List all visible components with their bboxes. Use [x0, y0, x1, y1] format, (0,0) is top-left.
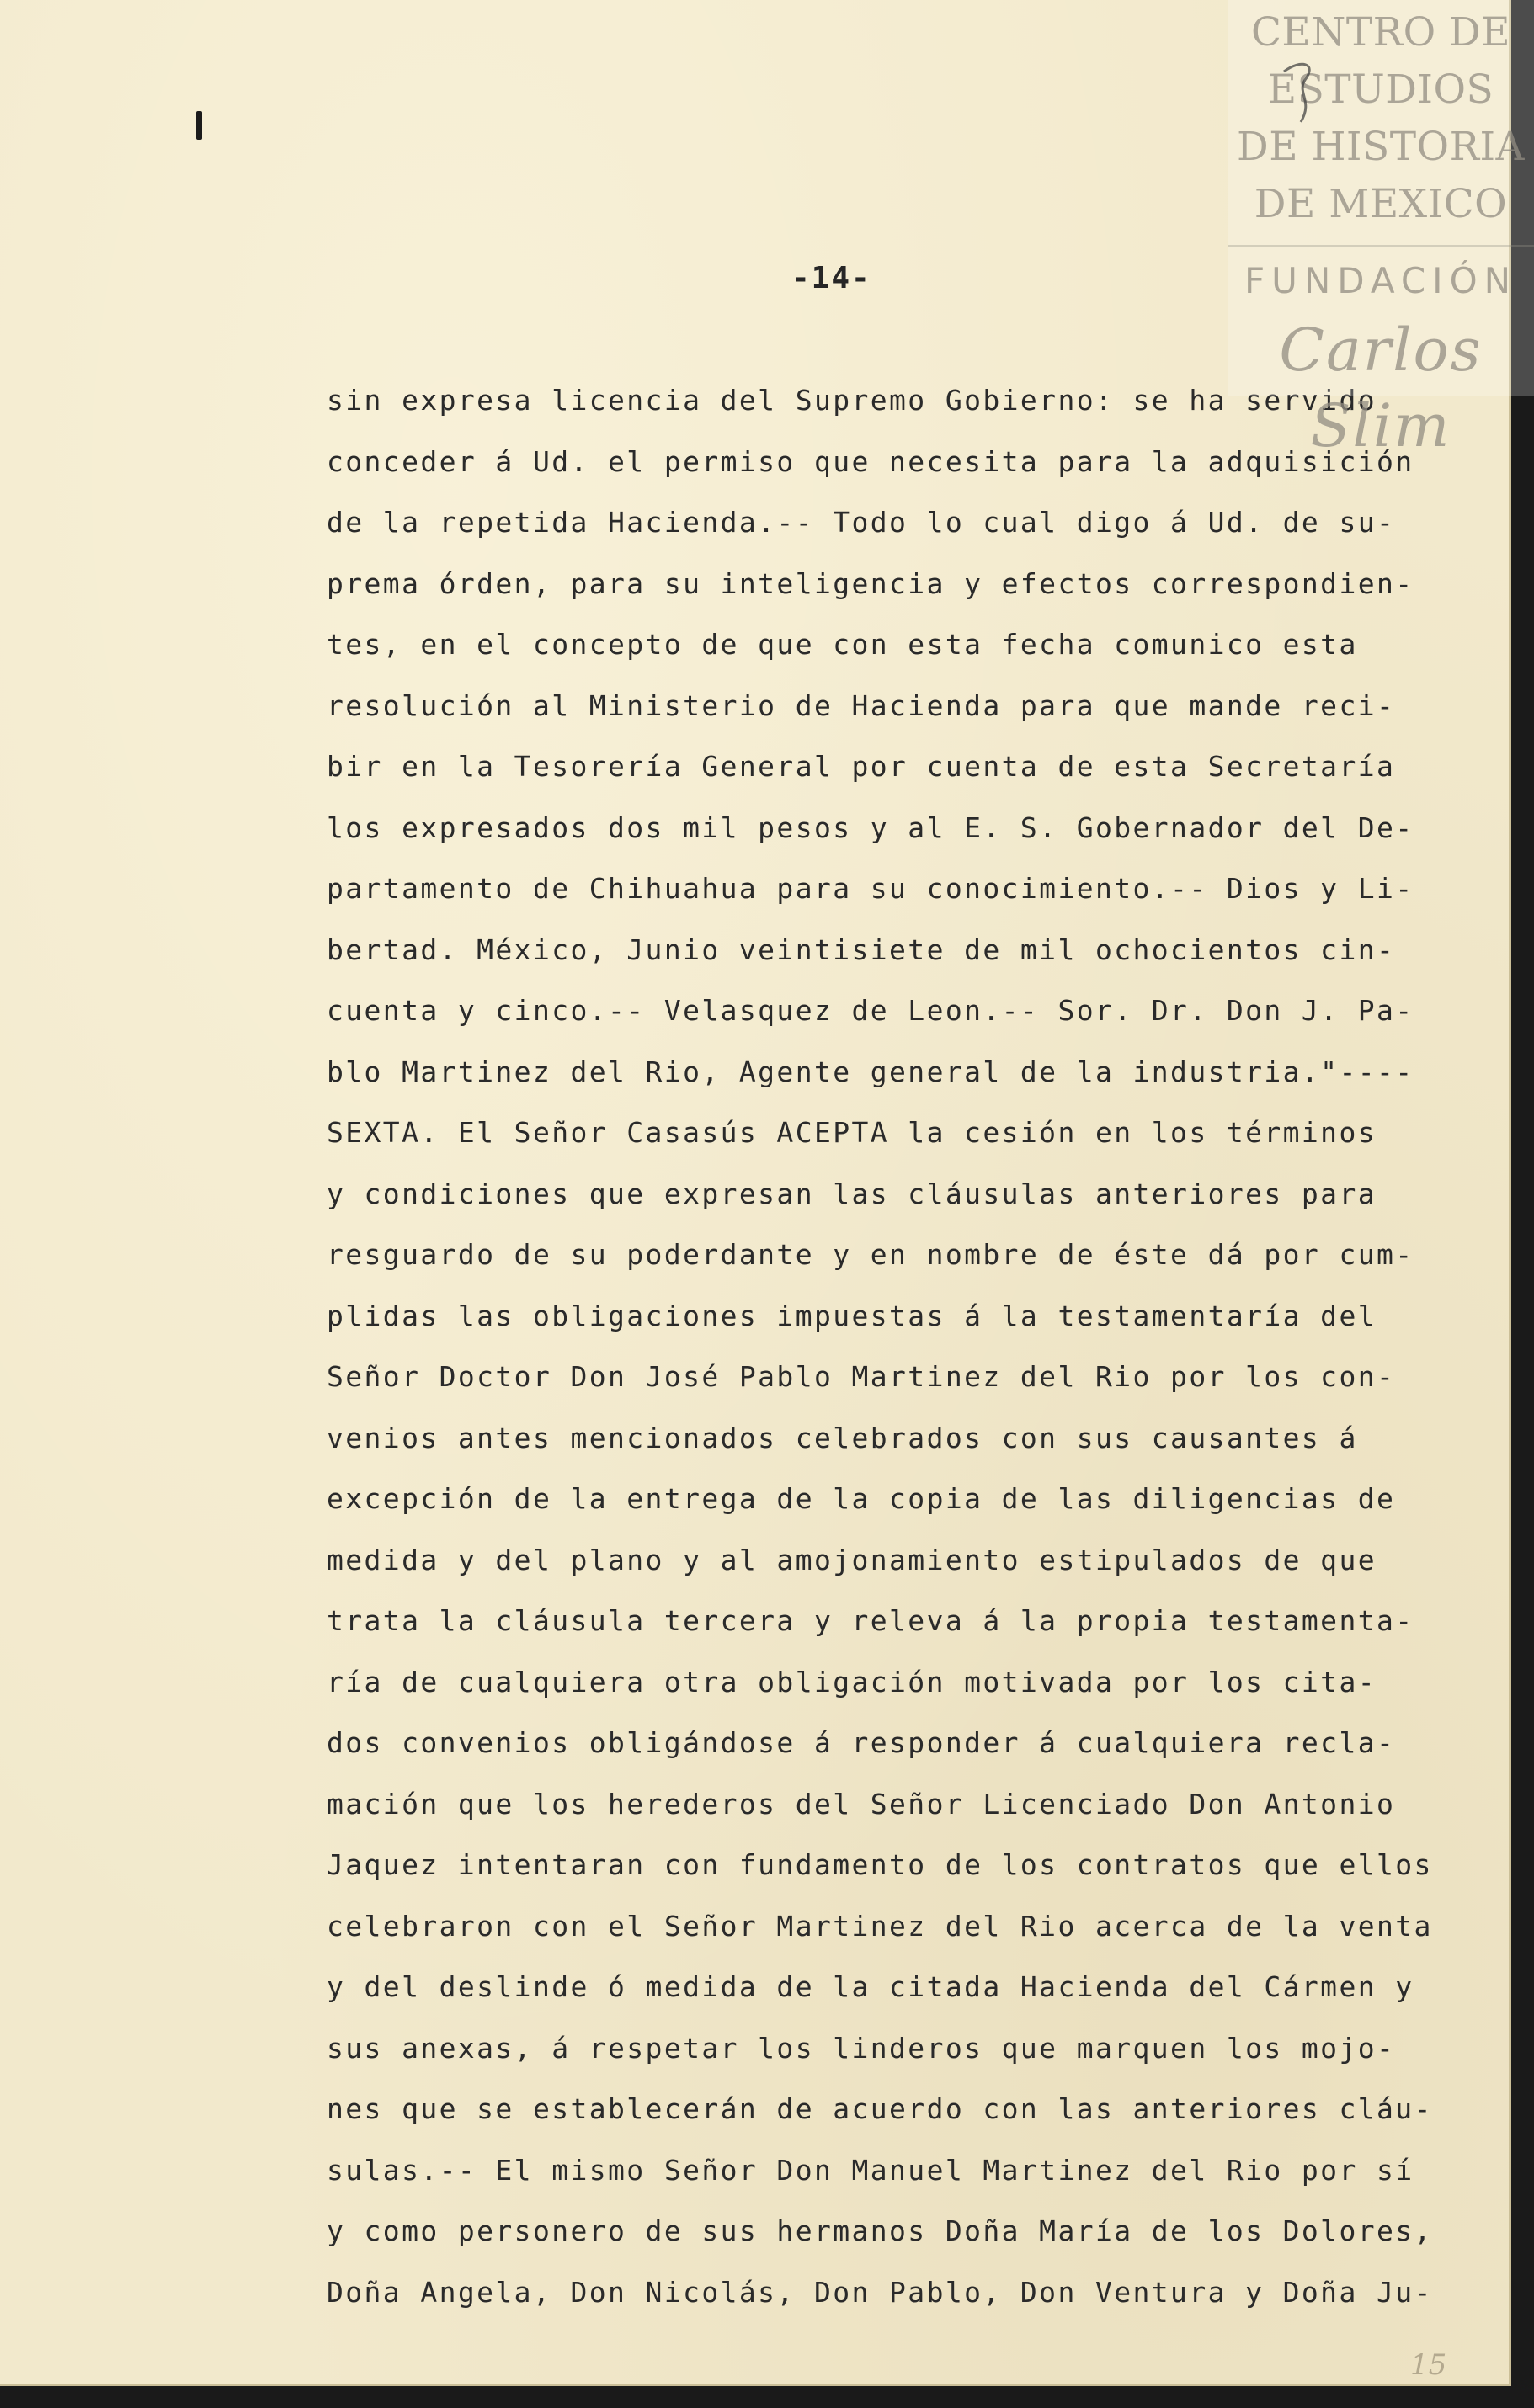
text-line: plidas las obligaciones impuestas á la testamentaría del: [327, 1299, 1377, 1332]
handwritten-mark-icon: [1276, 55, 1326, 130]
watermark-divider: [1228, 245, 1534, 247]
watermark-line: DE HISTORIA: [1237, 124, 1525, 170]
text-line: bertad. México, Junio veintisiete de mil ochocientos cin-: [327, 933, 1396, 966]
text-line: tes, en el concepto de que con esta fecha comunico esta: [327, 628, 1358, 661]
text-line: bir en la Tesorería General por cuenta de esta Secretaría: [327, 750, 1396, 783]
text-line: Doña Angela, Don Nicolás, Don Pablo, Don Ventura y Doña Ju-: [327, 2275, 1433, 2309]
watermark-line: ESTUDIOS: [1267, 66, 1494, 113]
text-line: prema órden, para su inteligencia y efectos correspondien-: [327, 566, 1414, 600]
text-line: de la repetida Hacienda.-- Todo lo cual digo á Ud. de su-: [327, 506, 1396, 539]
page-number: -14-: [791, 261, 871, 295]
text-line: y como personero de sus hermanos Doña María de los Dolores,: [327, 2214, 1433, 2247]
text-line: venios antes mencionados celebrados con sus causantes á: [327, 1421, 1358, 1454]
text-line: partamento de Chihuahua para su conocimiento.-- Dios y Li-: [327, 872, 1414, 905]
document-body: [327, 370, 1438, 2323]
text-line: cuenta y cinco.-- Velasquez de Leon.-- Sor. Dr. Don J. Pa-: [327, 994, 1414, 1027]
text-line: Señor Doctor Don José Pablo Martinez del Rio por los con-: [327, 1360, 1396, 1393]
text-line: resolución al Ministerio de Hacienda para que mande reci-: [327, 688, 1396, 722]
text-line: resguardo de su poderdante y en nombre de éste dá por cum-: [327, 1238, 1414, 1271]
text-line: dos convenios obligándose á responder á cualquiera recla-: [327, 1726, 1396, 1759]
text-line: excepción de la entrega de la copia de las diligencias de: [327, 1482, 1396, 1515]
pencil-page-number: 15: [1410, 2348, 1447, 2382]
text-line: los expresados dos mil pesos y al E. S. Gobernador del De-: [327, 811, 1414, 844]
text-line: sus anexas, á respetar los linderos que marquen los mojo-: [327, 2031, 1396, 2065]
text-line: sulas.-- El mismo Señor Don Manuel Martinez del Rio por sí: [327, 2153, 1414, 2187]
text-line: trata la cláusula tercera y releva á la propia testamenta-: [327, 1604, 1414, 1637]
text-line: celebraron con el Señor Martinez del Rio acerca de la venta: [327, 1909, 1433, 1943]
archive-watermark: [1228, 0, 1534, 460]
watermark-line: CENTRO DE: [1250, 9, 1511, 56]
text-line: nes que se establecerán de acuerdo con las anteriores cláu-: [327, 2092, 1433, 2125]
text-line: y condiciones que expresan las cláusulas anteriores para: [327, 1177, 1377, 1210]
watermark-foundation: FUNDACIÓN: [1244, 260, 1518, 301]
text-line: medida y del plano y al amojonamiento estipulados de que: [327, 1543, 1377, 1576]
text-line: SEXTA. El Señor Casasús ACEPTA la cesión en los términos: [327, 1116, 1377, 1149]
binding-mark: [196, 111, 202, 140]
text-line: mación que los herederos del Señor Licenciado Don Antonio: [327, 1787, 1396, 1821]
text-line: y del deslinde ó medida de la citada Hacienda del Cármen y: [327, 1970, 1414, 2003]
text-line: ría de cualquiera otra obligación motivada por los cita-: [327, 1665, 1377, 1698]
watermark-line: DE MEXICO: [1254, 181, 1508, 227]
text-line: Jaquez intentaran con fundamento de los contratos que ellos: [327, 1848, 1433, 1881]
watermark-signature: Carlos Slim: [1279, 316, 1483, 460]
text-line: conceder á Ud. el permiso que necesita para la adquisición: [327, 444, 1414, 478]
text-line: blo Martinez del Rio, Agente general de la industria."----: [327, 1055, 1414, 1088]
text-line: sin expresa licencia del Supremo Gobierno: se ha servido: [327, 384, 1377, 417]
